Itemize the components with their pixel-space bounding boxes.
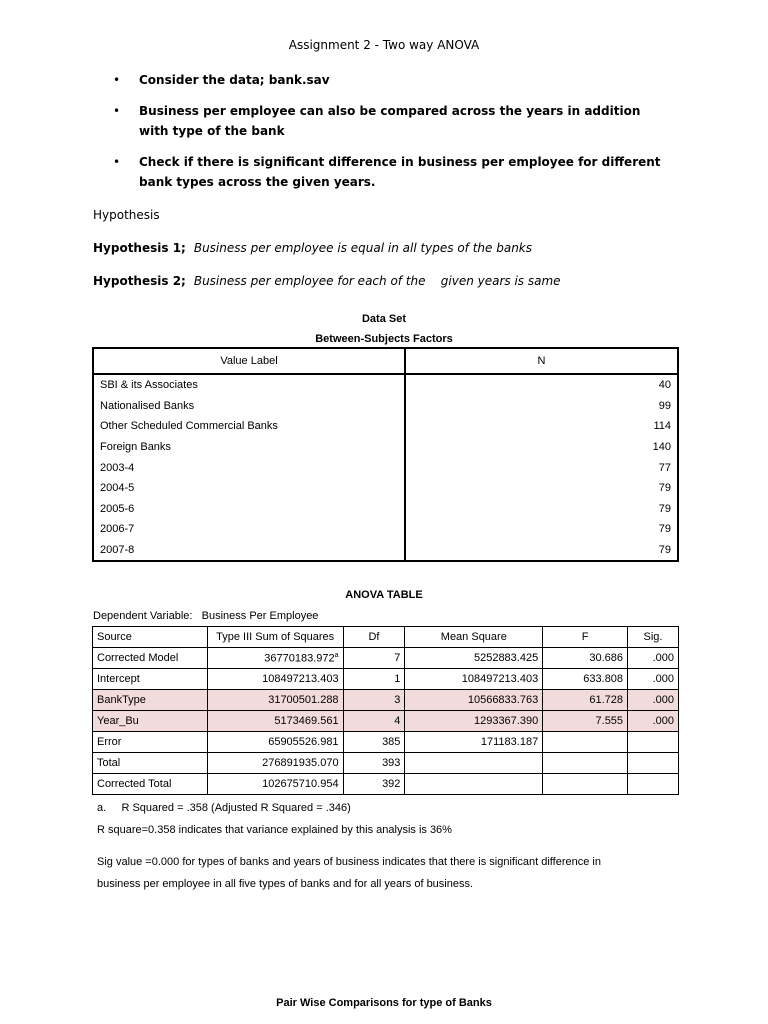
cell-sig <box>628 774 679 795</box>
column-header: Source <box>93 627 208 648</box>
table-row <box>93 648 679 669</box>
sig-note-line-2: business per employee in all five types of banks and for all years of business. <box>97 878 474 890</box>
cell-n: 79 <box>658 523 671 536</box>
cell-df: 385 <box>343 732 405 753</box>
table-row <box>93 457 678 478</box>
table-row-highlighted <box>93 690 679 711</box>
cell-df: 7 <box>343 648 405 669</box>
cell-sum-squares: 276891935.070 <box>207 753 343 774</box>
cell-mean-square <box>405 774 543 795</box>
cell-df: 4 <box>343 711 405 732</box>
document-title: Assignment 2 - Two way ANOVA <box>288 38 480 52</box>
cell-label: Other Scheduled Commercial Banks <box>93 416 405 437</box>
cell-sig: .000 <box>628 711 679 732</box>
cell-f <box>543 732 628 753</box>
table-row <box>93 416 678 437</box>
cell-n: 77 <box>658 461 671 474</box>
table-row <box>93 540 678 562</box>
cell-mean-square: 5252883.425 <box>405 648 543 669</box>
bullet-marker: • <box>113 155 121 169</box>
column-header: N <box>405 348 678 374</box>
table-row <box>93 478 678 499</box>
hypothesis-heading: Hypothesis <box>93 208 160 222</box>
table-row <box>93 669 679 690</box>
cell-sum-squares: 102675710.954 <box>207 774 343 795</box>
cell-source: Corrected Model <box>93 648 208 669</box>
cell-n: 40 <box>658 379 671 392</box>
cell-sig <box>628 732 679 753</box>
cell-label: Foreign Banks <box>93 437 405 458</box>
cell-label: SBI & its Associates <box>93 374 405 396</box>
cell-f <box>543 774 628 795</box>
table-row <box>93 774 679 795</box>
bullet-text: Consider the data; bank.sav <box>139 73 330 87</box>
cell-df: 3 <box>343 690 405 711</box>
cell-label: 2005-6 <box>93 499 405 520</box>
cell-sig <box>628 753 679 774</box>
cell-n: 79 <box>658 502 671 515</box>
column-header: Type III Sum of Squares <box>207 627 343 648</box>
cell-sig: .000 <box>628 690 679 711</box>
cell-mean-square: 1293367.390 <box>405 711 543 732</box>
bullet-list <box>113 70 673 203</box>
table-row-highlighted <box>93 711 679 732</box>
hypothesis-1-text: Business per employee is equal in all types of the banks <box>193 241 533 255</box>
table-row <box>93 519 678 540</box>
anova-title: ANOVA TABLE <box>345 589 423 601</box>
cell-mean-square: 171183.187 <box>405 732 543 753</box>
between-subjects-table <box>92 347 679 562</box>
table-row <box>93 437 678 458</box>
bullet-marker: • <box>113 73 121 87</box>
cell-label: 2003-4 <box>93 457 405 478</box>
column-header: F <box>543 627 628 648</box>
hypothesis-2 <box>93 274 561 288</box>
table-row <box>93 396 678 417</box>
cell-n: 114 <box>653 420 671 433</box>
cell-source: BankType <box>93 690 208 711</box>
cell-mean-square <box>405 753 543 774</box>
cell-sum-squares: 5173469.561 <box>207 711 343 732</box>
cell-f: 633.808 <box>543 669 628 690</box>
bullet-text: Check if there is significant difference in business per employee for different bank types across the given years. <box>139 155 661 189</box>
cell-label: 2006-7 <box>93 519 405 540</box>
table-header-row <box>93 627 679 648</box>
footnote-marker: a <box>334 651 339 659</box>
cell-f: 7.555 <box>543 711 628 732</box>
bullet-marker: • <box>113 104 121 118</box>
table-row <box>93 732 679 753</box>
cell-source: Error <box>93 732 208 753</box>
cell-f <box>543 753 628 774</box>
table-footnote: a. R Squared = .358 (Adjusted R Squared = .346) <box>97 802 351 814</box>
bullet-item <box>113 70 673 90</box>
cell-n: 140 <box>652 441 671 454</box>
cell-mean-square: 108497213.403 <box>405 669 543 690</box>
column-header: Sig. <box>628 627 679 648</box>
cell-n: 99 <box>658 399 671 412</box>
dependent-variable-label: Dependent Variable: Business Per Employee <box>93 610 319 622</box>
column-header: Df <box>343 627 405 648</box>
hypothesis-1 <box>93 241 532 255</box>
cell-label: Nationalised Banks <box>93 396 405 417</box>
cell-n: 79 <box>658 482 671 495</box>
column-header: Value Label <box>93 348 405 374</box>
table-row <box>93 374 678 396</box>
cell-df: 1 <box>343 669 405 690</box>
bullet-item <box>113 101 673 141</box>
cell-sum-squares: 108497213.403 <box>207 669 343 690</box>
dataset-subtitle: Between-Subjects Factors <box>315 333 453 345</box>
hypothesis-2-label: Hypothesis 2; <box>93 274 186 288</box>
cell-label: 2007-8 <box>93 540 405 562</box>
cell-sum-squares: 65905526.981 <box>207 732 343 753</box>
anova-table <box>92 626 679 795</box>
cell-sig: .000 <box>628 648 679 669</box>
cell-f: 61.728 <box>543 690 628 711</box>
column-header: Mean Square <box>405 627 543 648</box>
cell-sum-squares: 36770183.972$^a$ <box>207 648 343 669</box>
cell-mean-square: 10566833.763 <box>405 690 543 711</box>
bullet-item <box>113 152 673 192</box>
cell-sum-squares: 31700501.288 <box>207 690 343 711</box>
bullet-text: Business per employee can also be compared across the years in addition with type of the bank <box>139 104 641 138</box>
dataset-title: Data Set <box>361 313 407 325</box>
cell-source: Intercept <box>93 669 208 690</box>
cell-df: 392 <box>343 774 405 795</box>
table-row <box>93 499 678 520</box>
table-row <box>93 753 679 774</box>
cell-source: Corrected Total <box>93 774 208 795</box>
cell-source: Year_Bu <box>93 711 208 732</box>
hypothesis-2-text: Business per employee for each of the given years is same <box>193 274 561 288</box>
pairwise-title: Pair Wise Comparisons for type of Banks <box>276 997 492 1009</box>
cell-n: 79 <box>658 544 671 557</box>
sig-note-line-1: Sig value =0.000 for types of banks and years of business indicates that there is significant difference in <box>97 856 601 868</box>
table-header-row <box>93 348 678 374</box>
r-square-note: R square=0.358 indicates that variance explained by this analysis is 36% <box>97 824 452 836</box>
cell-label: 2004-5 <box>93 478 405 499</box>
cell-df: 393 <box>343 753 405 774</box>
cell-sig: .000 <box>628 669 679 690</box>
cell-source: Total <box>93 753 208 774</box>
cell-f: 30.686 <box>543 648 628 669</box>
hypothesis-1-label: Hypothesis 1; <box>93 241 186 255</box>
